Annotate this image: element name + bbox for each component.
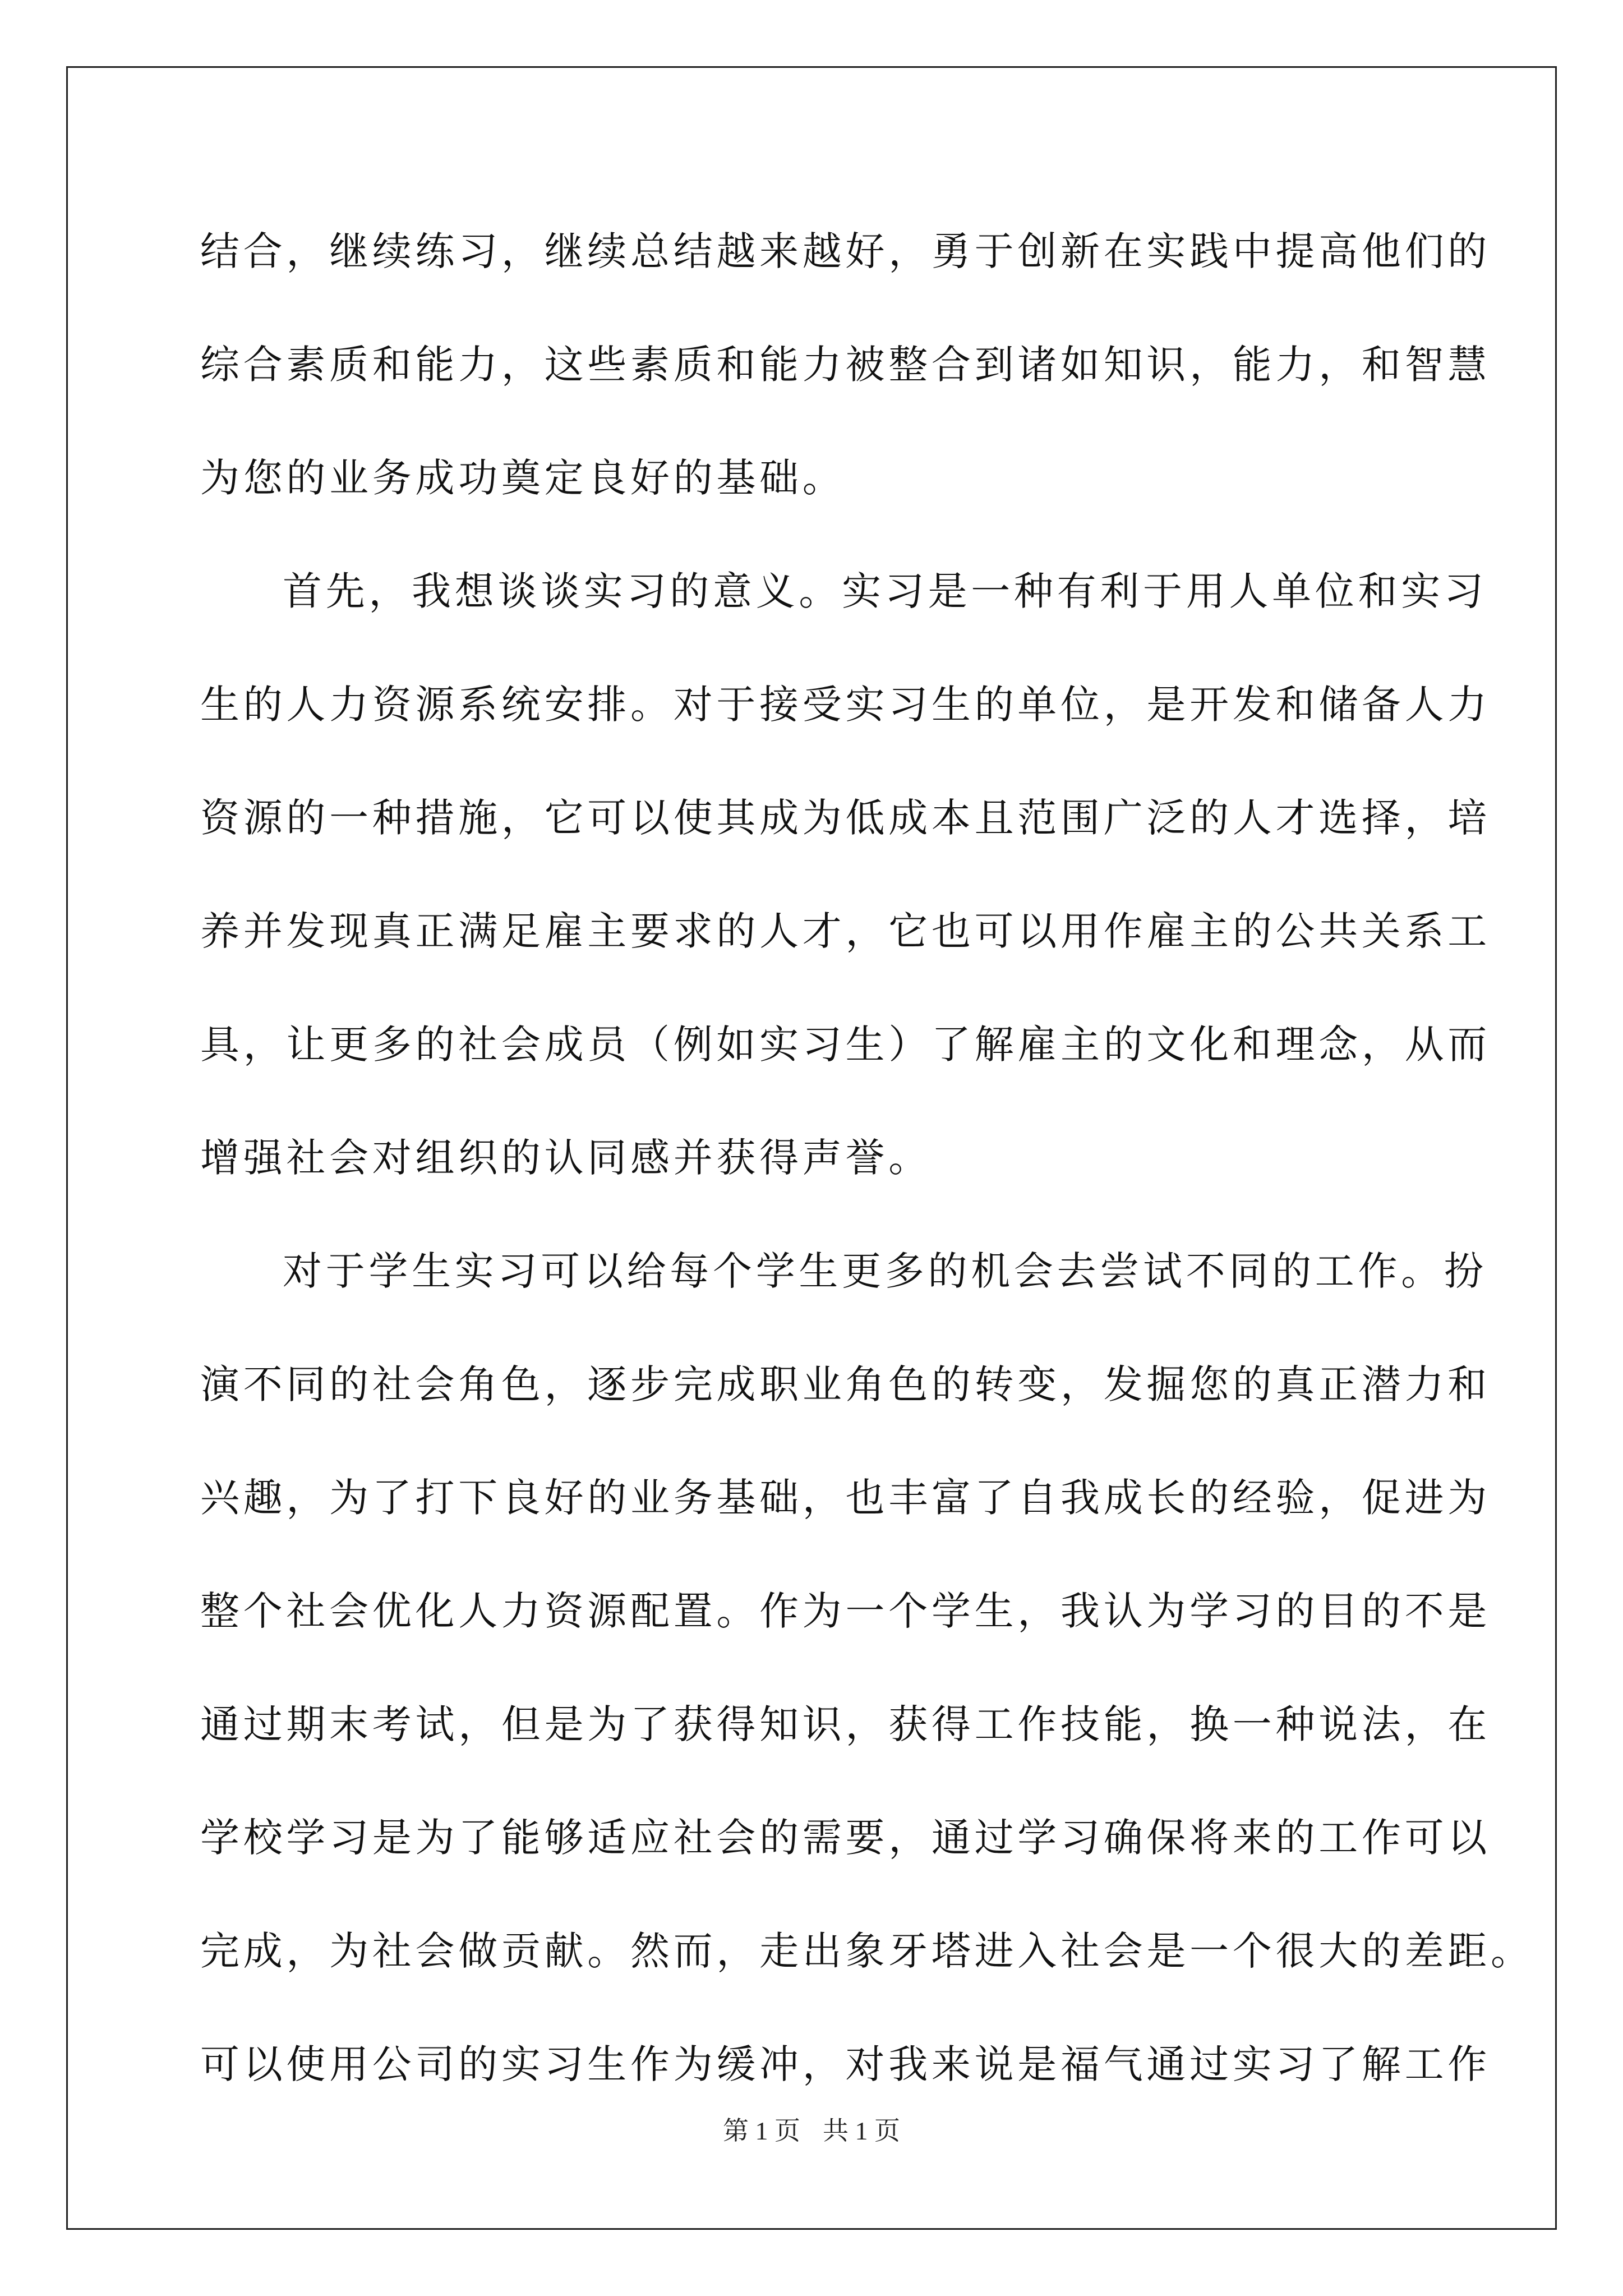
text-line: 演不同的社会角色，逐步完成职业角色的转变，发掘您的真正潜力和: [200, 1361, 1491, 1407]
text-line: 通过期末考试，但是为了获得知识，获得工作技能，换一种说法，在: [200, 1701, 1491, 1747]
document-body: [200, 212, 1534, 2138]
text-line: 资源的一种措施，它可以使其成为低成本且范围广泛的人才选择，培: [200, 795, 1491, 841]
page-total: 共 1 页: [823, 2116, 900, 2145]
text-line: 学校学习是为了能够适应社会的需要，通过学习确保将来的工作可以: [200, 1815, 1491, 1861]
paragraph-start-line: 对于学生实习可以给每个学生更多的机会去尝试不同的工作。扮: [283, 1248, 1487, 1294]
text-line: 具，让更多的社会成员（例如实习生）了解雇主的文化和理念，从而: [200, 1022, 1491, 1068]
text-line: 结合，继续练习，继续总结越来越好，勇于创新在实践中提高他们的: [200, 228, 1491, 274]
page-footer: [0, 2110, 1623, 2147]
text-line: 生的人力资源系统安排。对于接受实习生的单位，是开发和储备人力: [200, 682, 1491, 728]
page-number: 第 1 页: [723, 2116, 800, 2145]
text-line: 为您的业务成功奠定良好的基础。: [200, 455, 846, 501]
text-line: 完成，为社会做贡献。然而，走出象牙塔进入社会是一个很大的差距。: [200, 1928, 1534, 1974]
text-line: 增强社会对组织的认同感并获得声誉。: [200, 1135, 932, 1181]
paragraph-start-line: 首先，我想谈谈实习的意义。实习是一种有利于用人单位和实习: [283, 568, 1487, 614]
text-line: 养并发现真正满足雇主要求的人才，它也可以用作雇主的公共关系工: [200, 908, 1491, 954]
text-line: 兴趣，为了打下良好的业务基础，也丰富了自我成长的经验，促进为: [200, 1475, 1491, 1521]
text-line: 可以使用公司的实习生作为缓冲，对我来说是福气通过实习了解工作: [200, 2041, 1491, 2087]
text-line: 综合素质和能力，这些素质和能力被整合到诸如知识，能力，和智慧: [200, 342, 1491, 388]
text-line: 整个社会优化人力资源配置。作为一个学生，我认为学习的目的不是: [200, 1588, 1491, 1634]
